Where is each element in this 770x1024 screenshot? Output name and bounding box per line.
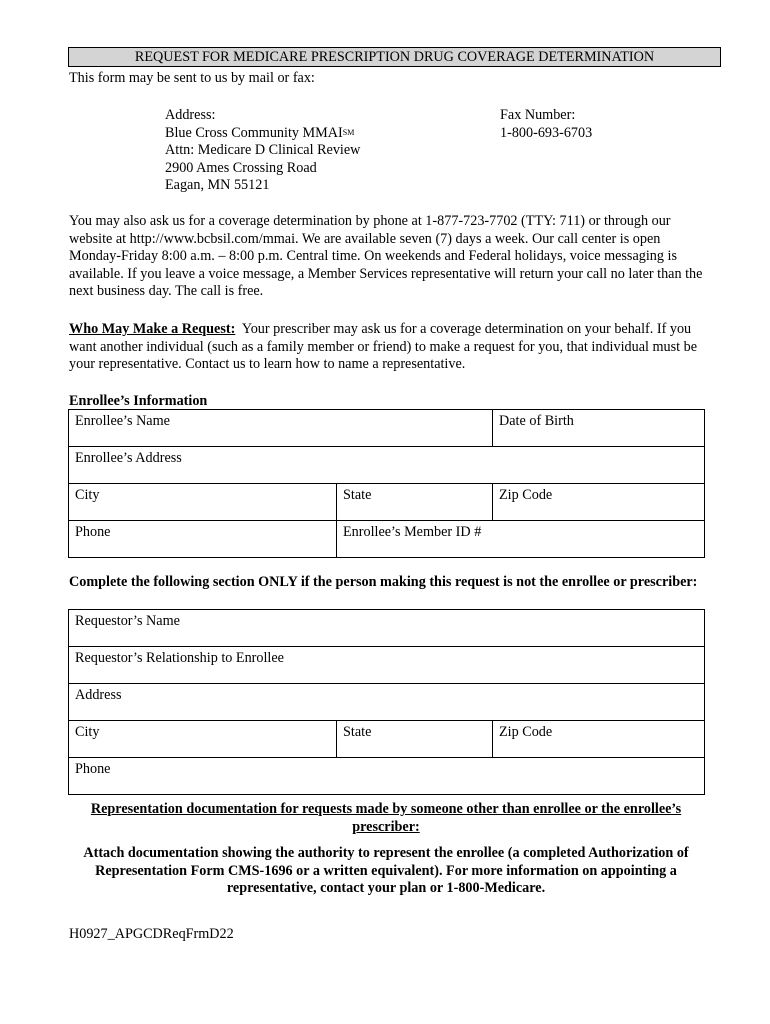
fax-block [500,107,592,142]
service-mark: SM [342,127,355,137]
enrollee-member-id-field[interactable]: Enrollee’s Member ID # [337,521,705,558]
enrollee-zip-field[interactable]: Zip Code [493,484,705,521]
address-line-4: Eagan, MN 55121 [165,177,270,194]
enrollee-dob-field[interactable]: Date of Birth [493,410,705,447]
requestor-phone-field[interactable]: Phone [69,758,705,795]
representation-heading-line-2: prescriber: [352,818,420,835]
address-label: Address: [165,107,216,123]
requestor-city-field[interactable]: City [69,721,337,758]
fax-label: Fax Number: [500,107,576,123]
form-title: REQUEST FOR MEDICARE PRESCRIPTION DRUG COVERAGE DETERMINATION [68,47,721,67]
who-may-heading: Who May Make a Request: [69,321,236,337]
mailing-address-block [165,107,360,195]
enrollee-heading: Enrollee’s Information [69,393,208,409]
who-may-text: Your prescriber may ask us for a coverage determination on your behalf. If you want another individual (such as a family member or friend) to make a request for you, that individual must be your representative. Contact us to learn how to name a representative. [69,321,698,373]
requestor-table [68,609,705,795]
intro-text: This form may be sent to us by mail or fax: [69,70,315,86]
enrollee-state-field[interactable]: State [337,484,493,521]
requestor-relationship-field[interactable]: Requestor’s Relationship to Enrollee [69,647,705,684]
address-line-3: 2900 Ames Crossing Road [165,159,317,176]
requestor-zip-field[interactable]: Zip Code [493,721,705,758]
representation-heading [64,801,708,836]
requestor-address-field[interactable]: Address [69,684,705,721]
enrollee-table [68,409,705,558]
address-line-2: Attn: Medicare D Clinical Review [165,142,361,159]
requestor-heading: Complete the following section ONLY if the person making this request is not the enrollee or prescriber: [69,574,698,590]
enrollee-address-field[interactable]: Enrollee’s Address [69,447,705,484]
representation-text: Attach documentation showing the authority to represent the enrollee (a completed Authorization of Representation Form CMS-1696 or a written equivalent). For more information on appointing a representative, contact your plan or 1-800-Medicare. [83,845,689,897]
representation-heading-line-1: Representation documentation for requests made by someone other than enrollee or the enrollee’s [90,801,682,817]
enrollee-city-field[interactable]: City [69,484,337,521]
who-may-paragraph [69,321,709,374]
requestor-name-field[interactable]: Requestor’s Name [69,610,705,647]
enrollee-name-field[interactable]: Enrollee’s Name [69,410,493,447]
enrollee-phone-field[interactable]: Phone [69,521,337,558]
address-line-1: Blue Cross Community MMAI℠ [165,124,355,141]
phone-paragraph: You may also ask us for a coverage determination by phone at 1-877-723-7702 (TTY: 711) or through our website at http://www.bcbsil.com/mmai. We are available seven (7) days a week. Our call center is open Monday-Friday 8:00 a.m. – 8:00 p.m. Central time. On weekends and Federal holidays, voice messaging is available. If you leave a voice message, a Member Services representative will return your call no later than the next business day. The call is free. [69,213,703,300]
fax-number: 1-800-693-6703 [500,124,593,141]
requestor-state-field[interactable]: State [337,721,493,758]
footer-form-code: H0927_APGCDReqFrmD22 [69,926,234,942]
